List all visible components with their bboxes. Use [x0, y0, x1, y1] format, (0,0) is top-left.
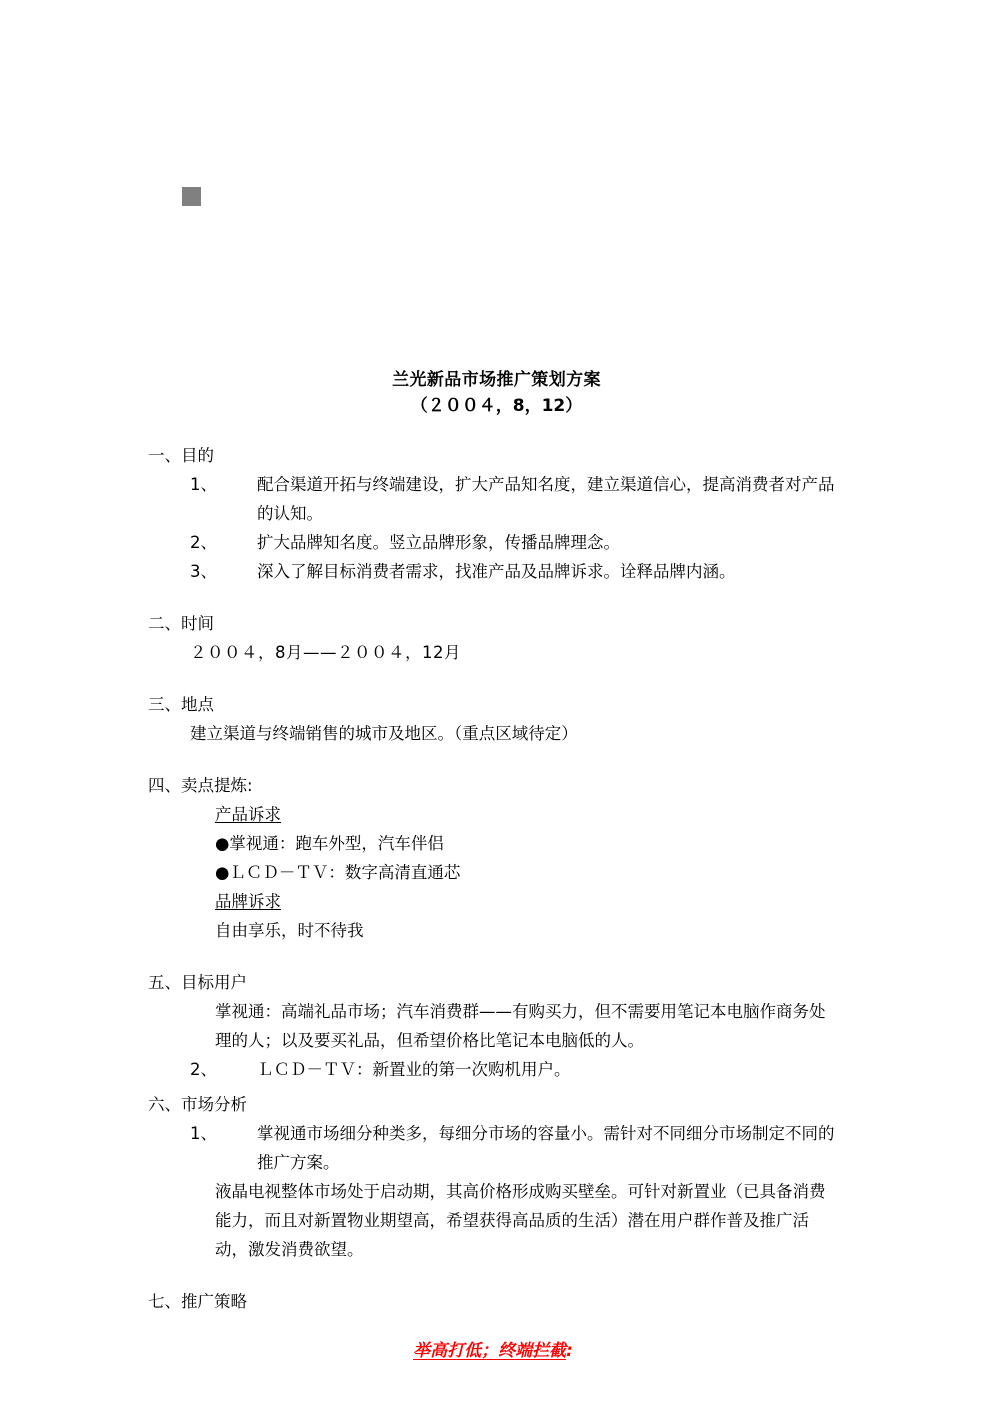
target-user-zhangshitong: 掌视通：高端礼品市场；汽车消费群——有购买力，但不需要用笔记本电脑作商务处理的人；以及要买礼品，但希望价格比笔记本电脑低的人。: [215, 1002, 826, 1050]
section-heading: 七、推广策略: [148, 1292, 247, 1311]
section-market-analysis: [148, 1090, 838, 1264]
brand-appeal-subheading: [215, 887, 838, 916]
list-item: [190, 557, 838, 586]
list-item-text: 掌视通市场细分种类多，每细分市场的容量小。需针对不同细分市场制定不同的推广方案。: [257, 1124, 835, 1172]
list-item-number: 1、: [190, 1124, 217, 1143]
section-promotion-strategy: [148, 1287, 838, 1366]
list-item-text: 深入了解目标消费者需求，找准产品及品牌诉求。诠释品牌内涵。: [257, 562, 736, 581]
document-date: （２００４，8，12）: [410, 396, 583, 416]
section-heading: 二、时间: [148, 614, 214, 633]
market-analysis-paragraph: 液晶电视整体市场处于启动期，其高价格形成购买壁垒。可针对新置业（已具备消费能力，而且对新置物业期望高，希望获得高品质的生活）潜在用户群作普及推广活动，激发消费欲望。: [215, 1182, 826, 1259]
list-item: [190, 528, 838, 557]
page-title: 兰光新品市场推广策划方案: [392, 370, 601, 390]
list-item-text: ＬＣＤ－ＴＶ：新置业的第一次购机用户。: [257, 1060, 571, 1079]
section-target-users: [148, 968, 838, 1084]
list-item-number: 1、: [190, 475, 217, 494]
list-item: [190, 470, 838, 528]
section-purpose: [148, 441, 838, 586]
document-body: [148, 441, 838, 1366]
brand-appeal-text: 自由享乐，时不待我: [215, 921, 364, 940]
strategy-trailing-colon: :: [566, 1341, 573, 1361]
section-selling-points: [148, 771, 838, 945]
section-heading: 六、市场分析: [148, 1095, 247, 1114]
strategy-highlight: [413, 1341, 573, 1361]
list-item-number: 2、: [190, 1060, 217, 1079]
section-heading: 三、地点: [148, 695, 214, 714]
list-item: [190, 1119, 838, 1177]
bullet-item-lcdtv: ●ＬＣＤ－ＴＶ：数字高清直通芯: [215, 863, 461, 882]
time-range: ２００４，8月——２００４，12月: [190, 643, 461, 662]
list-item-text: 扩大品牌知名度。竖立品牌形象，传播品牌理念。: [257, 533, 620, 552]
section-heading: 五、目标用户: [148, 973, 247, 992]
section-location: [148, 690, 838, 748]
product-appeal-label: 产品诉求: [215, 805, 281, 824]
strategy-underlined-text: 举高打低；终端拦截: [413, 1341, 567, 1361]
product-appeal-subheading: [215, 800, 838, 829]
section-time: [148, 609, 838, 667]
title-block: [0, 368, 993, 418]
section-heading: 四、卖点提炼:: [148, 776, 253, 795]
bullet-item-zhangshitong: ●掌视通：跑车外型，汽车伴侣: [215, 834, 444, 853]
brand-appeal-label: 品牌诉求: [215, 892, 281, 911]
location-text: 建立渠道与终端销售的城市及地区。（重点区域待定）: [190, 724, 578, 743]
list-item: [190, 1055, 838, 1084]
list-item-number: 3、: [190, 562, 217, 581]
list-item-number: 2、: [190, 533, 217, 552]
list-item-text: 配合渠道开拓与终端建设，扩大产品知名度，建立渠道信心，提高消费者对产品的认知。: [257, 475, 835, 523]
section-heading: 一、目的: [148, 446, 214, 465]
strategy-highlight-wrap: [148, 1336, 838, 1366]
